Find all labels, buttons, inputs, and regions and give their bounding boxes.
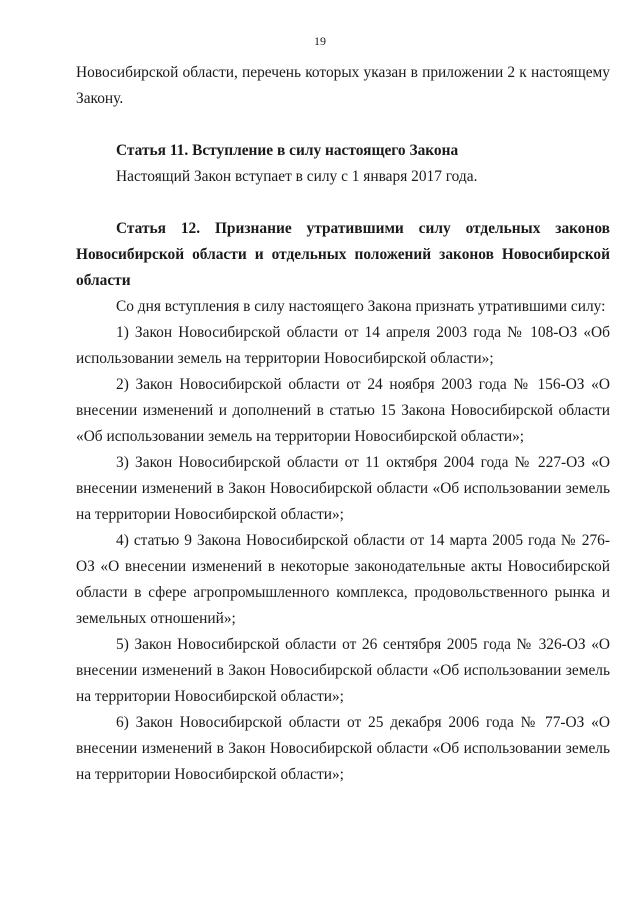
article-11-text: Настоящий Закон вступает в силу с 1 января 2017 года. [116,168,478,185]
list-item: 4) статью 9 Закона Новосибирской области от 14 марта 2005 года № 276-ОЗ «О внесении изменений в некоторые законодательные акты Новосибирской области в сфере агропромышленного комплекса, продовольственного рынка и земельных отношений»; [76,532,610,627]
list-item: 1) Закон Новосибирской области от 14 апреля 2003 года № 108-ОЗ «Об использовании земель на территории Новосибирской области»; [76,324,610,367]
article-12-title: Статья 12. Признание утратившими силу отдельных законов Новосибирской области и отдельных положений законов Новосибирской области [76,220,610,289]
spacer [76,112,610,138]
page-number: 19 [314,34,326,48]
document-body [76,60,610,788]
list-item: 6) Закон Новосибирской области от 25 декабря 2006 года № 77-ОЗ «О внесении изменений в Закон Новосибирской области «Об использовании земель на территории Новосибирской области»; [76,714,610,783]
list-item: 3) Закон Новосибирской области от 11 октября 2004 года № 227-ОЗ «О внесении изменений в Закон Новосибирской области «Об использовании земель на территории Новосибирской области»; [76,454,610,523]
article-12-lead: Со дня вступления в силу настоящего Закона признать утратившими силу: [116,298,606,315]
article-11-title: Статья 11. Вступление в силу настоящего Закона [116,142,459,159]
intro-paragraph: Новосибирской области, перечень которых указан в приложении 2 к настоящему Закону. [76,64,610,107]
spacer [76,190,610,216]
list-item: 2) Закон Новосибирской области от 24 ноября 2003 года № 156-ОЗ «О внесении изменений и дополнений в статью 15 Закона Новосибирской области «Об использовании земель на территории Новосибирской области»; [76,376,610,445]
list-item: 5) Закон Новосибирской области от 26 сентября 2005 года № 326-ОЗ «О внесении изменений в Закон Новосибирской области «Об использовании земель на территории Новосибирской области»; [76,636,610,705]
